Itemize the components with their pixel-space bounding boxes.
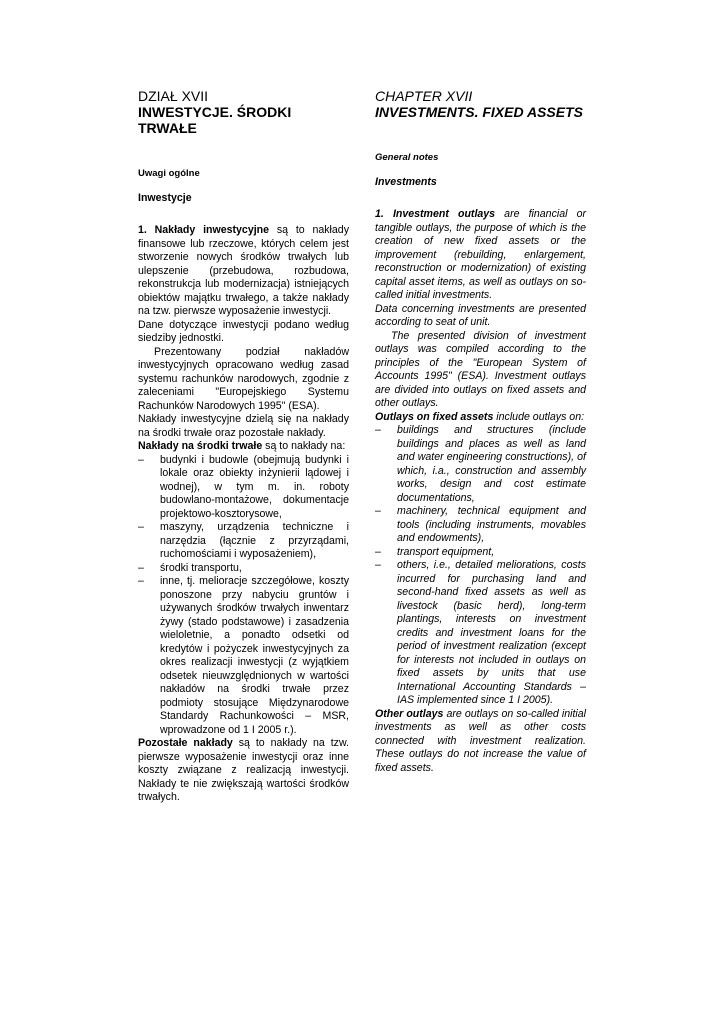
- fixed-assets-list: [138, 454, 349, 738]
- dash-marker: –: [375, 505, 381, 517]
- paragraph-seat: Data concerning investments are presented according to seat of unit.: [375, 302, 586, 328]
- dash-marker: –: [375, 545, 381, 558]
- list-item-text: others, i.e., detailed meliorations, costs incurred for purchasing land and second-hand fixed assets as well as livestock (basic herd), long-term plantings, interests on investment credits and investment loans for the period of investment realization (except for interests not included in outlays on fixed assets by units that use International Accounting Standards – IAS implemented since 1 I 2005).: [397, 559, 586, 706]
- paragraph-seat: Dane dotyczące inwestycji podano według siedziby jednostki.: [138, 318, 349, 344]
- list-item-text: inne, tj. melioracje szczegółowe, koszty ponoszone przy nabyciu gruntów i używanych środków trwałych inwentarz żywy (stado podstawowe) i zasadzenia wieloletnie, a ponadto odsetki od kredytów i pożyczek inwestycyjnych za okres realizacji inwestycji (z wyjątkiem odsetek nieuwzględnionych w wartości nakładów na środki trwałe przez podmioty stosujące Międzynarodowe Standardy Rachunkowości – MSR, wprowadzone od 1 I 2005 r.).: [160, 575, 349, 736]
- list-item-text: środki transportu,: [160, 561, 242, 574]
- section-heading: Inwestycje: [138, 192, 192, 204]
- term-fixed-assets: Outlays on fixed assets: [375, 410, 494, 423]
- paragraph-text: are outlays on so-called initial investments as well as other costs connected with investment realization. These outlays do not increase the value of fixed assets.: [375, 707, 586, 774]
- paragraph-fixed-assets-intro: [375, 411, 586, 425]
- term-investment-outlays: 1. Investment outlays: [375, 208, 496, 220]
- list-item: [138, 575, 349, 737]
- paragraph-text: include outlays on:: [493, 410, 585, 423]
- paragraph-other-outlays: [375, 708, 586, 776]
- chapter-label: DZIAŁ XVII: [138, 88, 209, 104]
- dash-marker: –: [375, 424, 381, 436]
- list-item-text: transport equipment,: [397, 545, 495, 558]
- list-item: [375, 505, 586, 546]
- paragraph-investment-outlays: [138, 224, 349, 319]
- term-investment-outlays: 1. Nakłady inwestycyjne: [138, 224, 270, 236]
- paragraph-investment-outlays: [375, 208, 586, 303]
- list-item: [138, 562, 349, 576]
- list-item: [375, 559, 586, 708]
- notes-heading: General notes: [375, 152, 439, 163]
- english-column: [375, 88, 586, 775]
- term-other-outlays: Other outlays: [375, 707, 444, 720]
- term-other-outlays: Pozostałe nakłady: [138, 737, 233, 749]
- dash-marker: –: [138, 561, 144, 574]
- list-item: [375, 424, 586, 505]
- paragraph-text: są to nakłady na:: [262, 440, 346, 452]
- list-item-text: machinery, technical equipment and tools (including instruments, movables and endowments),: [397, 505, 586, 544]
- list-item-text: maszyny, urządzenia techniczne i narzędzia (łącznie z przyrządami, ruchomościami i wyposażeniem),: [160, 521, 349, 560]
- dash-marker: –: [138, 453, 144, 466]
- dash-marker: –: [138, 575, 144, 587]
- chapter-title: INWESTYCJE. ŚRODKI TRWAŁE: [138, 104, 292, 136]
- polish-column: [138, 88, 349, 805]
- term-fixed-assets: Nakłady na środki trwałe: [138, 440, 263, 452]
- paragraph-esa: The presented division of investment outlays was compiled according to the principles of the "European System of Accounts 1995" (ESA). Investment outlays are divided into outlays on fixed assets and other outlays.: [375, 329, 586, 409]
- dash-marker: –: [375, 559, 381, 571]
- list-item: [138, 454, 349, 522]
- list-item-text: budynki i budowle (obejmują budynki i lokale oraz obiekty inżynierii lądowej i wodnej), w tym m. in. roboty budowlano-montażowe, dokumentacje projektowo-kosztorysowe,: [160, 453, 349, 520]
- paragraph-other-outlays: [138, 737, 349, 805]
- notes-heading: Uwagi ogólne: [138, 168, 200, 179]
- list-item-text: buildings and structures (include buildings and places as well as land and water engineering constructions), of which, i.a., construction and assembly works, design and cost estimate documentations,: [397, 424, 586, 504]
- paragraph-division: Nakłady inwestycyjne dzielą się na nakłady na środki trwałe oraz pozostałe nakłady.: [138, 413, 349, 439]
- list-item: [138, 521, 349, 562]
- fixed-assets-list: [375, 424, 586, 708]
- paragraph-text: są to nakłady finansowe lub rzeczowe, których celem jest stworzenie nowych środków trwałych lub ulepszenie (przebudowa, rozbudowa, rekonstrukcja lub modernizacja) istniejących obiektów majątku trwałego, a także nakłady na tzw. pierwsze wyposażenie inwestycji.: [138, 224, 349, 317]
- chapter-title: INVESTMENTS. FIXED ASSETS: [375, 104, 583, 120]
- dash-marker: –: [138, 521, 144, 533]
- paragraph-fixed-assets-intro: [138, 440, 349, 454]
- paragraph-text: are financial or tangible outlays, the purpose of which is the creation of new fixed assets or the improvement (rebuilding, enlargement, reconstruction or modernization) of existing capital asset items, as well as outlays on so-called initial investments.: [375, 208, 586, 301]
- paragraph-text: są to nakłady na tzw. pierwsze wyposażenie inwestycji oraz inne koszty związane z realizacją inwestycji. Nakłady te nie zwiększają wartości środków trwałych.: [138, 737, 349, 803]
- list-item: [375, 546, 586, 560]
- chapter-label: CHAPTER XVII: [375, 88, 473, 104]
- section-heading: Investments: [375, 176, 437, 188]
- paragraph-esa: Prezentowany podział nakładów inwestycyjnych opracowano według zasad systemu rachunków narodowych, zgodnie z zaleceniami "Europejskiego Systemu Rachunków Narodowych 1995" (ESA).: [138, 345, 349, 412]
